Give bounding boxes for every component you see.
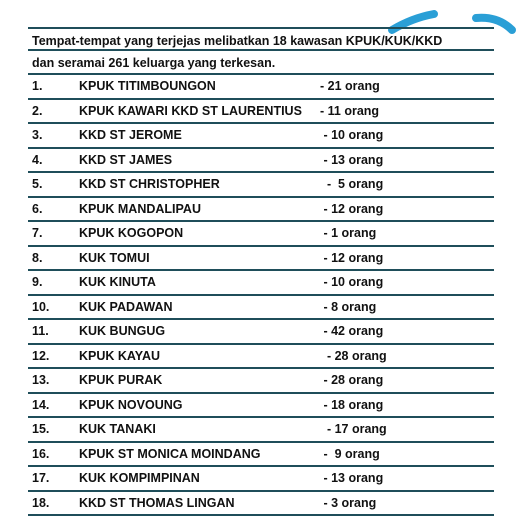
item-family-count: - 10 orang <box>320 128 384 142</box>
item-place-name: KKD ST JEROME <box>79 128 182 142</box>
item-place-name: KUK PADAWAN <box>79 299 173 314</box>
list-item <box>28 75 494 100</box>
item-number: 3. <box>32 128 43 142</box>
item-family-count: - 1 orang <box>320 226 377 240</box>
list-item <box>28 124 494 149</box>
list-item <box>28 492 494 517</box>
list-item <box>28 198 494 223</box>
intro-line-1: Tempat-tempat yang terjejas melibatkan 18 kawasan KPUK/KUK/KKD <box>28 27 494 51</box>
item-number: 10. <box>32 299 50 314</box>
item-family-count: - 42 orang <box>320 324 384 338</box>
item-place-name: KPUK KOGOPON <box>79 226 184 240</box>
item-place-name: KPUK PURAK <box>79 373 163 387</box>
item-family-count: - 9 orang <box>320 446 380 461</box>
affected-areas-list <box>28 75 494 516</box>
item-family-count: - 13 orang <box>320 152 384 167</box>
item-place-name: KPUK TITIMBOUNGON <box>79 79 216 93</box>
item-number: 14. <box>32 397 50 412</box>
item-number: 2. <box>32 103 43 118</box>
list-item <box>28 247 494 272</box>
item-family-count: - 28 orang <box>320 373 384 387</box>
item-place-name: KUK KOMPIMPINAN <box>79 471 200 485</box>
item-number: 18. <box>32 495 50 510</box>
item-number: 4. <box>32 152 43 167</box>
item-family-count: - 13 orang <box>320 471 384 485</box>
list-item <box>28 222 494 247</box>
item-number: 17. <box>32 471 50 485</box>
item-number: 1. <box>32 79 43 93</box>
list-item <box>28 467 494 492</box>
list-item <box>28 394 494 419</box>
item-place-name: KKD ST THOMAS LINGAN <box>79 495 235 510</box>
item-family-count: - 8 orang <box>320 299 377 314</box>
item-place-name: KPUK NOVOUNG <box>79 397 183 412</box>
item-place-name: KKD ST CHRISTOPHER <box>79 177 220 191</box>
item-place-name: KPUK MANDALIPAU <box>79 201 201 216</box>
item-family-count: - 10 orang <box>320 275 384 289</box>
item-number: 13. <box>32 373 50 387</box>
list-item <box>28 320 494 345</box>
item-family-count: - 18 orang <box>320 397 384 412</box>
item-number: 11. <box>32 324 49 338</box>
item-family-count: - 28 orang <box>320 348 387 363</box>
list-item <box>28 173 494 198</box>
item-number: 5. <box>32 177 43 191</box>
item-number: 16. <box>32 446 50 461</box>
item-family-count: - 5 orang <box>320 177 384 191</box>
item-family-count: - 12 orang <box>320 201 384 216</box>
item-place-name: KUK TANAKI <box>79 422 156 436</box>
list-item <box>28 296 494 321</box>
item-number: 9. <box>32 275 43 289</box>
item-family-count: - 17 orang <box>320 422 387 436</box>
item-place-name: KPUK KAWARI KKD ST LAURENTIUS <box>79 103 302 118</box>
item-number: 15. <box>32 422 50 436</box>
item-place-name: KPUK KAYAU <box>79 348 161 363</box>
list-item <box>28 100 494 125</box>
item-place-name: KPUK ST MONICA MOINDANG <box>79 446 261 461</box>
item-family-count: - 21 orang <box>320 79 380 93</box>
item-place-name: KKD ST JAMES <box>79 152 173 167</box>
item-number: 12. <box>32 348 50 363</box>
intro-line-2: dan seramai 261 keluarga yang terkesan. <box>28 51 494 75</box>
list-item <box>28 369 494 394</box>
item-family-count: - 3 orang <box>320 495 377 510</box>
item-place-name: KUK BUNGUG <box>79 324 166 338</box>
list-item <box>28 443 494 468</box>
item-number: 7. <box>32 226 43 240</box>
item-number: 8. <box>32 250 43 265</box>
item-place-name: KUK KINUTA <box>79 275 156 289</box>
affected-areas-document <box>28 27 494 516</box>
item-number: 6. <box>32 201 43 216</box>
item-family-count: - 11 orang <box>320 103 380 118</box>
list-item <box>28 418 494 443</box>
list-item <box>28 149 494 174</box>
item-family-count: - 12 orang <box>320 250 384 265</box>
list-item <box>28 271 494 296</box>
item-place-name: KUK TOMUI <box>79 250 150 265</box>
list-item <box>28 345 494 370</box>
